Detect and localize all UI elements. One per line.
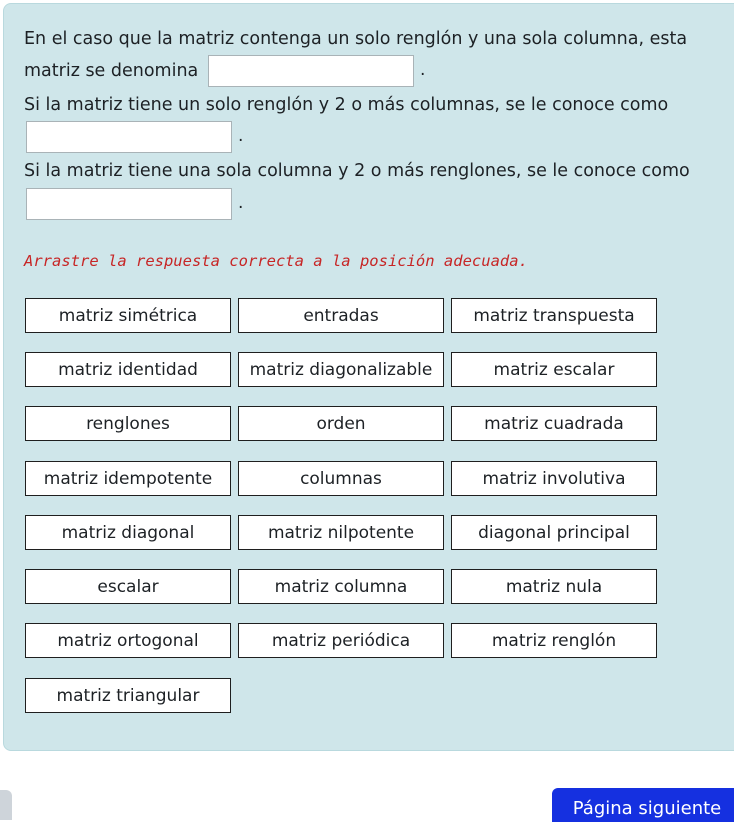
period-1: . [420, 60, 426, 80]
choice-matriz-ortogonal[interactable]: matriz ortogonal [25, 623, 231, 658]
choice-matriz-diagonalizable[interactable]: matriz diagonalizable [238, 352, 444, 387]
question-text-line-2: matriz se denomina [24, 61, 199, 81]
question-text-line-4: Si la matriz tiene una sola columna y 2 o más renglones, se le conoce como [24, 161, 690, 181]
choice-matriz-identidad[interactable]: matriz identidad [25, 352, 231, 387]
period-2: . [238, 126, 244, 146]
choice-renglones[interactable]: renglones [25, 406, 231, 441]
choice-matriz-columna[interactable]: matriz columna [238, 569, 444, 604]
question-text-line-3: Si la matriz tiene un solo renglón y 2 o más columnas, se le conoce como [24, 95, 669, 115]
previous-page-button[interactable] [0, 790, 12, 820]
choice-matriz-diagonal[interactable]: matriz diagonal [25, 515, 231, 550]
choice-matriz-nilpotente[interactable]: matriz nilpotente [238, 515, 444, 550]
choice-matriz-renglon[interactable]: matriz renglón [451, 623, 657, 658]
choice-matriz-involutiva[interactable]: matriz involutiva [451, 461, 657, 496]
next-page-button[interactable]: Página siguiente [552, 788, 734, 822]
drop-zone-2[interactable] [26, 121, 232, 153]
choice-matriz-periodica[interactable]: matriz periódica [238, 623, 444, 658]
choice-matriz-simetrica[interactable]: matriz simétrica [25, 298, 231, 333]
choice-matriz-transpuesta[interactable]: matriz transpuesta [451, 298, 657, 333]
period-3: . [238, 193, 244, 213]
choice-escalar[interactable]: escalar [25, 569, 231, 604]
choice-matriz-escalar[interactable]: matriz escalar [451, 352, 657, 387]
choice-matriz-idempotente[interactable]: matriz idempotente [25, 461, 231, 496]
question-text-line-1: En el caso que la matriz contenga un solo renglón y una sola columna, esta [24, 29, 688, 49]
choice-matriz-triangular[interactable]: matriz triangular [25, 678, 231, 713]
choice-diagonal-principal[interactable]: diagonal principal [451, 515, 657, 550]
instruction-text: Arrastre la respuesta correcta a la posición adecuada. [24, 252, 528, 270]
choice-matriz-nula[interactable]: matriz nula [451, 569, 657, 604]
choice-columnas[interactable]: columnas [238, 461, 444, 496]
choice-orden[interactable]: orden [238, 406, 444, 441]
choice-entradas[interactable]: entradas [238, 298, 444, 333]
choice-matriz-cuadrada[interactable]: matriz cuadrada [451, 406, 657, 441]
drop-zone-3[interactable] [26, 188, 232, 220]
drop-zone-1[interactable] [208, 55, 414, 87]
